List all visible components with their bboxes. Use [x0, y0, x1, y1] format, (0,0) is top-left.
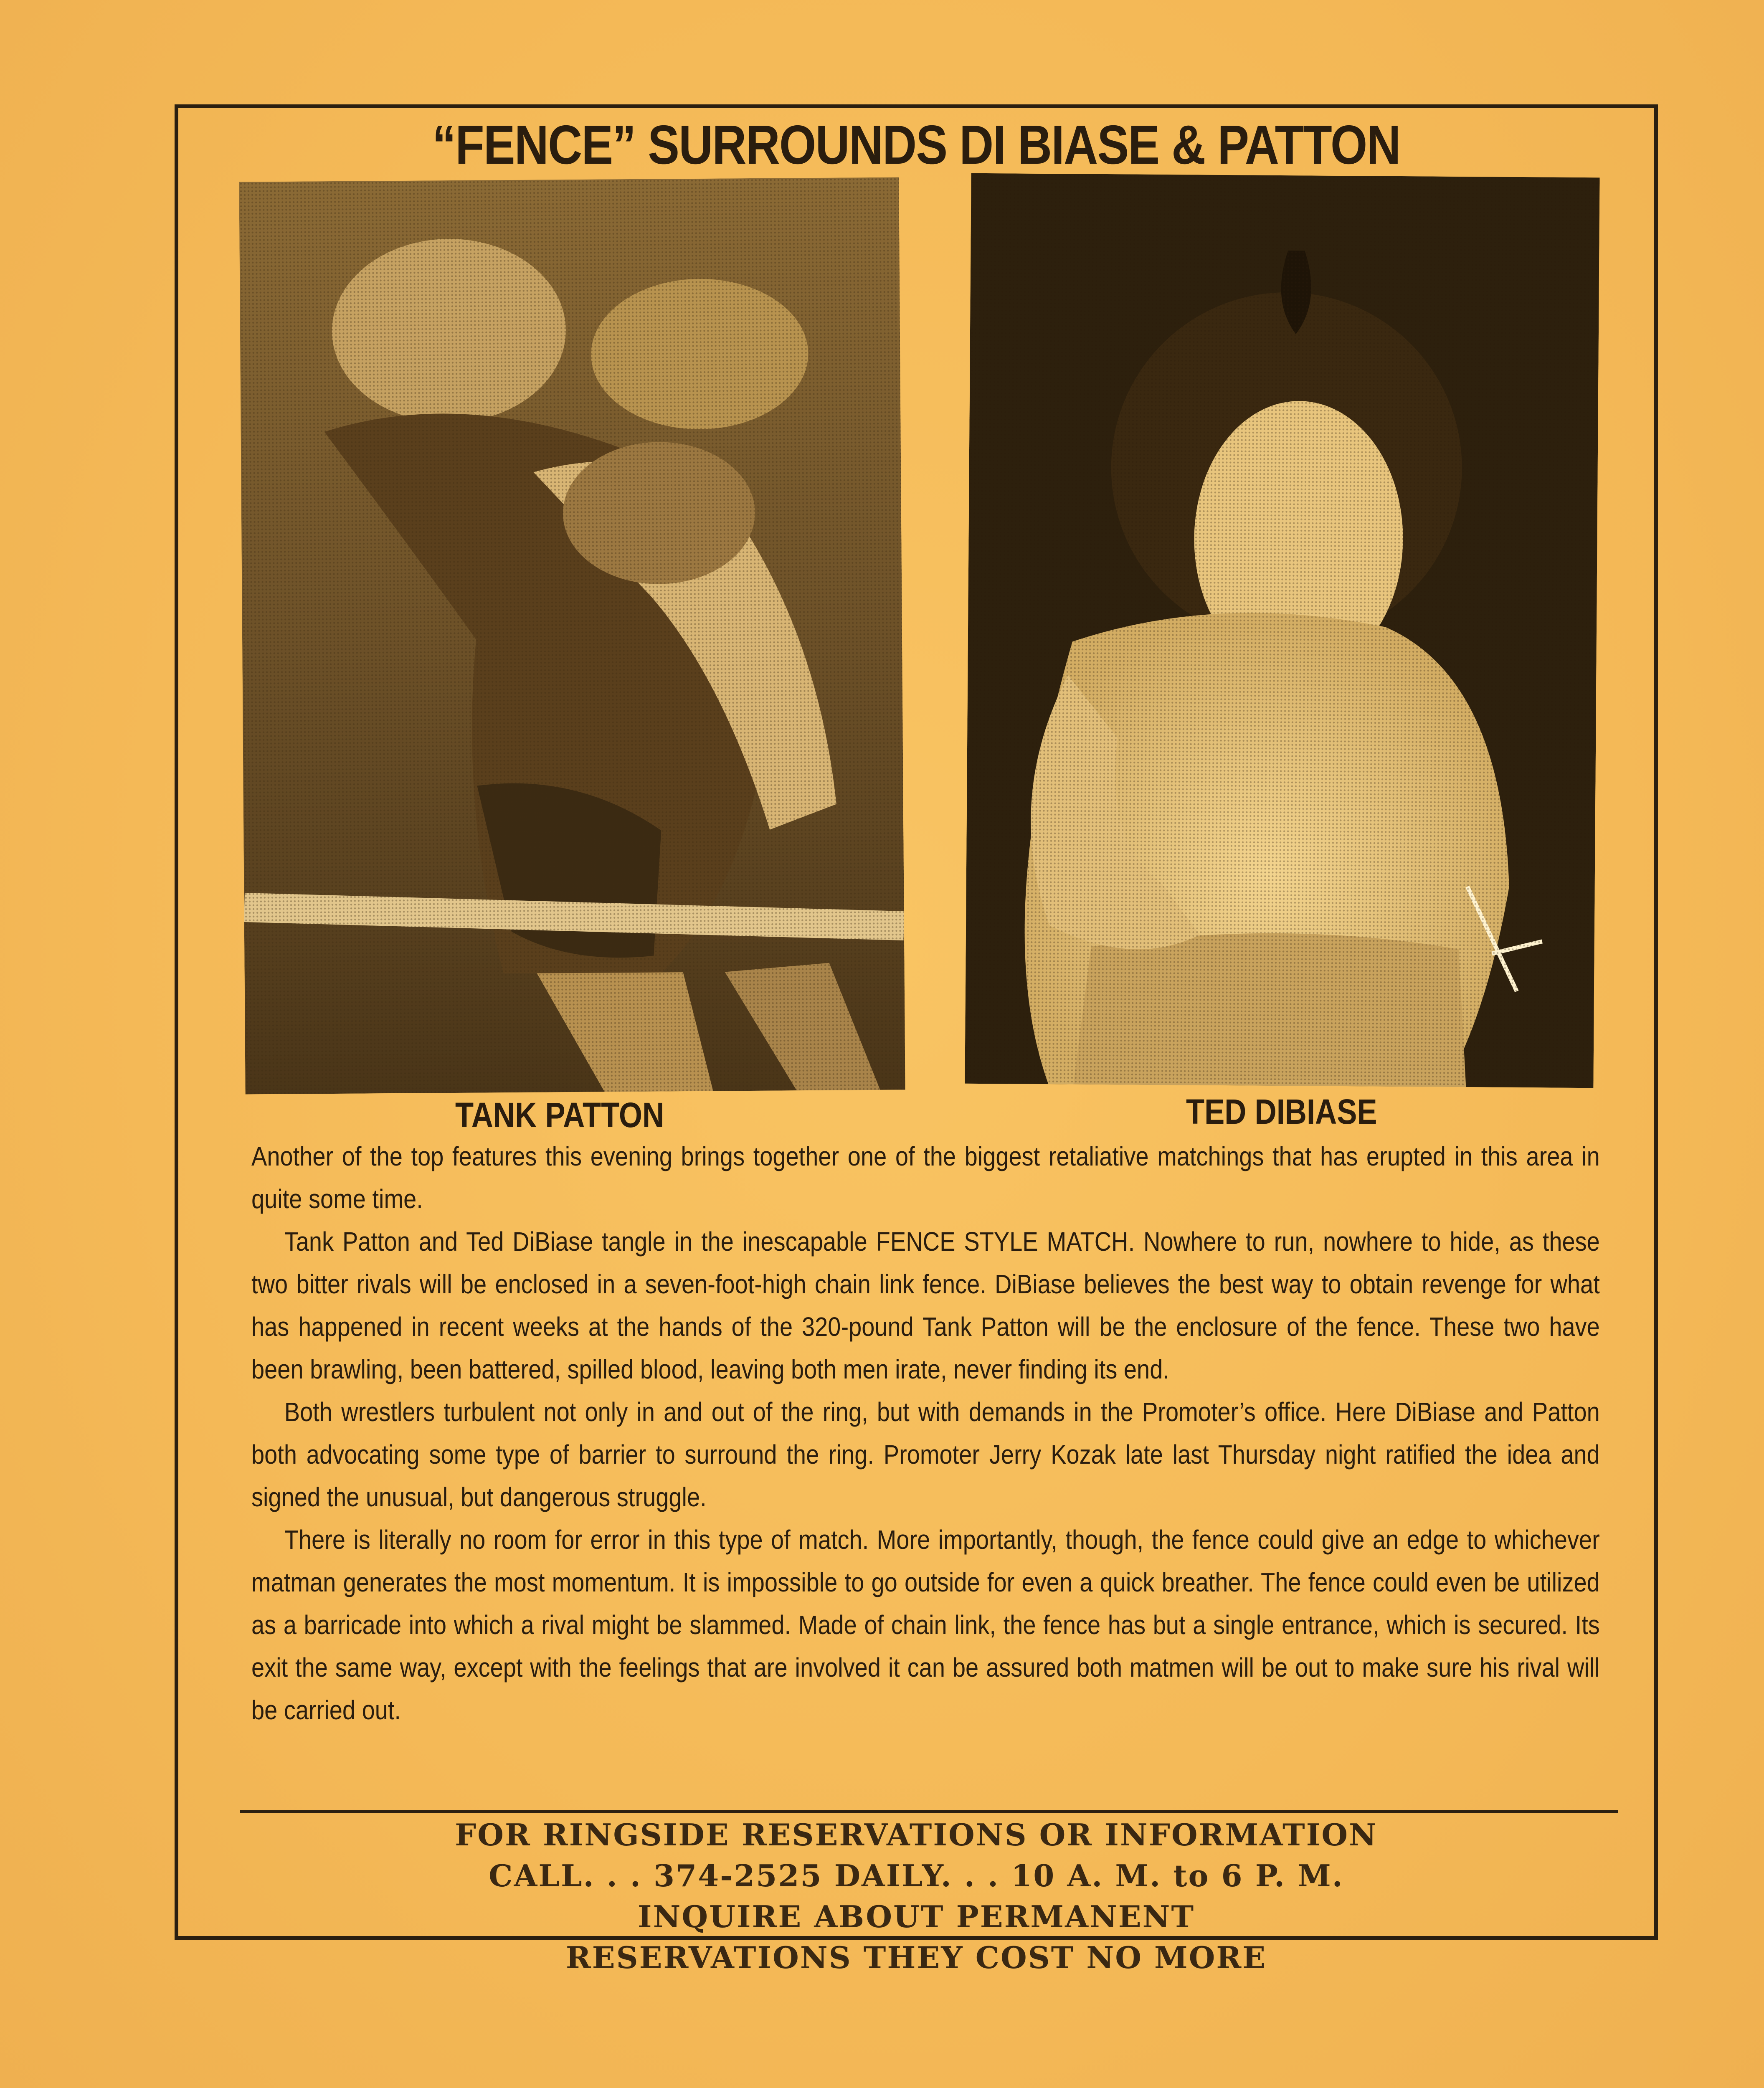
footer-line-4: RESERVATIONS THEY COST NO MORE [565, 1940, 1267, 1975]
footer-line-2: CALL. . . 374-2525 DAILY. . . 10 A. M. to 6 P. M. [489, 1858, 1344, 1893]
article-paragraph-4: There is literally no room for error in this type of match. More importantly, though, the fence could give an edge to whichever matman generates the most momentum. It is impossible to go outside for even a quick breather. The fence could even be utilized as a barricade into which a rival might be slammed. Made of chain link, the fence has but a single entrance, which is secured. Its exit the same way, except with the feelings that are involved it can be assured both matmen will be out to make sure his rival will be carried out. [251, 1525, 1600, 1725]
article-paragraph-1: Another of the top features this evening brings together one of the biggest retaliative matchings that has erupted in this area in quite some time. [251, 1141, 1600, 1214]
headline: “FENCE” SURROUNDS DI BIASE & PATTON [432, 114, 1400, 175]
footer-divider [240, 1810, 1618, 1813]
caption-tank-patton: TANK PATTON [455, 1095, 664, 1135]
caption-ted-dibiase: TED DIBIASE [1186, 1092, 1377, 1131]
reservations-footer [175, 1814, 1658, 1978]
article-paragraph-2: Tank Patton and Ted DiBiase tangle in the inescapable FENCE STYLE MATCH. Nowhere to run, nowhere to hide, as these two bitter rivals will be enclosed in a seven-foot-high chain link fence. DiBiase believes the best way to obtain revenge for what has happened in recent weeks at the hands of the 320-pound Tank Patton will be the enclosure of the fence. These two have been brawling, been battered, spilled blood, leaving both men irate, never finding its end. [251, 1226, 1600, 1384]
article-body [251, 1135, 1600, 1731]
footer-line-1: FOR RINGSIDE RESERVATIONS OR INFORMATION [455, 1817, 1378, 1852]
photo-tank-patton [239, 177, 905, 1095]
photo-ted-dibiase [965, 173, 1599, 1088]
article-paragraph-3: Both wrestlers turbulent not only in and out of the ring, but with demands in the Promoter’s office. Here DiBiase and Patton both advocating some type of barrier to surround the ring. Promoter Jerry Kozak late last Thursday night ratified the idea and signed the unusual, but dangerous struggle. [251, 1397, 1600, 1512]
footer-line-3: INQUIRE ABOUT PERMANENT [637, 1899, 1195, 1934]
